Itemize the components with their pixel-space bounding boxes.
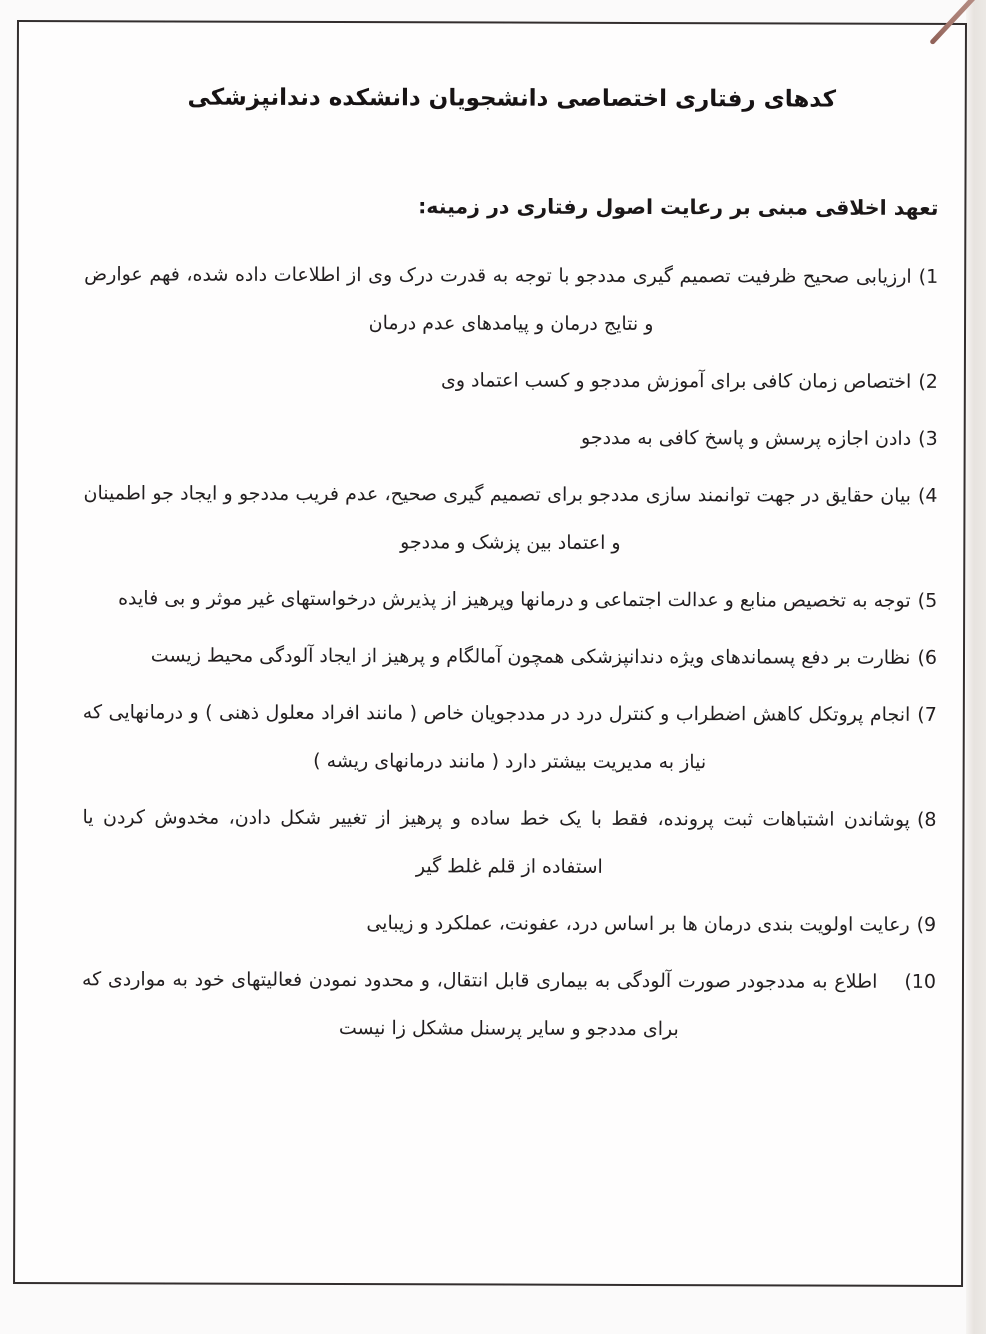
page-subtitle: تعهد اخلاقی مبنی بر رعایت اصول رفتاری در زمینه: xyxy=(418,194,939,220)
item-number: 3) xyxy=(918,427,938,450)
item-text: بیان حقایق در جهت توانمند سازی مددجو برای تصمیم گیری صحیح، عدم فریب مددجو و ایجاد جو اطمینان و اعتماد بین پزشک و مددجو xyxy=(83,482,912,554)
list-item xyxy=(82,955,936,1054)
item-text: اطلاع به مددجودر صورت آلودگی به بیماری قابل انتقال، و محدود نمودن فعالیتهای خود به مواردی که برای مددجو و سایر پرسنل مشکل زا نیست xyxy=(81,968,878,1041)
item-number: 10) xyxy=(904,970,937,993)
item-number: 7) xyxy=(917,703,937,726)
document-page xyxy=(13,20,967,1287)
list-item xyxy=(84,412,938,463)
item-number: 6) xyxy=(917,646,938,669)
item-text: پوشاندن اشتباهات ثبت پرونده، فقط با یک خط ساده و پرهیز از تغییر شکل دادن، مخدوش کردن یا استفاده از قلم غلط گیر xyxy=(82,806,911,878)
item-number: 4) xyxy=(917,484,938,507)
list-item xyxy=(84,250,938,349)
item-text: نظارت بر دفع پسماندهای ویژه دندانپزشکی همچون آمالگام و پرهیز از ایجاد آلودگی محیط زیست xyxy=(150,644,911,669)
list-item xyxy=(83,688,937,787)
item-text: اختصاص زمان کافی برای آموزش مددجو و کسب اعتماد وی xyxy=(440,369,912,393)
item-number: 9) xyxy=(916,913,937,936)
item-text: انجام پروتکل کاهش اضطراب و کنترل درد در مددجویان خاص ( مانند افراد معلول ذهنی ) و درمانهایی که نیاز به مدیریت بیشتر دارد ( مانند درمانهای ریشه ) xyxy=(82,701,911,774)
item-number: 5) xyxy=(917,589,938,612)
list-item xyxy=(83,469,937,568)
list-item xyxy=(83,631,937,682)
page-content xyxy=(16,84,965,1054)
list-item xyxy=(84,355,938,406)
scanner-edge-shadow xyxy=(966,0,986,1334)
item-text: دادن اجازه پرسش و پاسخ کافی به مددجو xyxy=(581,426,912,450)
list-item xyxy=(82,793,936,892)
list-item xyxy=(83,574,937,625)
item-number: 8) xyxy=(916,808,937,831)
code-list xyxy=(82,250,939,1054)
item-text: ارزیابی صحیح ظرفیت تصمیم گیری مددجو با توجه به قدرت درک وی از اطلاعات داده شده، فهم عوارض و نتایج درمان و پیامدهای عدم درمان xyxy=(84,263,912,336)
item-number: 2) xyxy=(918,370,938,393)
item-text: رعایت اولویت بندی درمان ها بر اساس درد، عفونت، عملکرد و زیبایی xyxy=(366,912,910,936)
list-item xyxy=(82,898,936,949)
page-title: کدهای رفتاری اختصاصی دانشجویان دانشکده دندانپزشکی xyxy=(187,84,837,113)
item-text: توجه به تخصیص منابع و عدالت اجتماعی و درمانها وپرهیز از پذیرش درخواستهای غیر موثر و بی فایده xyxy=(118,587,911,612)
item-number: 1) xyxy=(918,265,939,288)
